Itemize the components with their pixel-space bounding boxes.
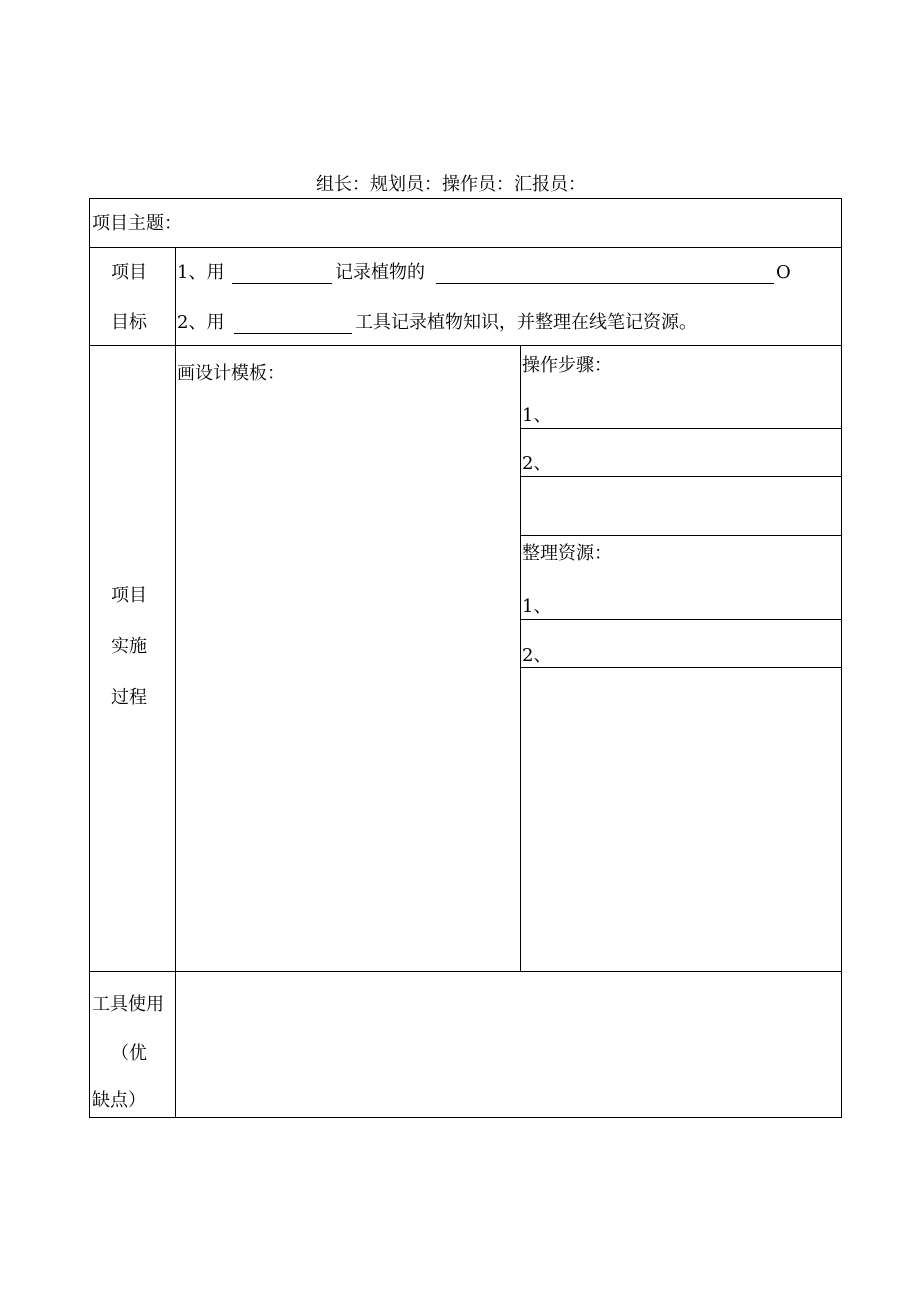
tools-label-line2: （优 — [111, 1043, 147, 1064]
step-item-2[interactable]: 2、 — [522, 453, 552, 474]
steps-label: 操作步骤： — [522, 355, 612, 376]
goal1-prefix: 1、用 — [177, 262, 225, 283]
resources-line-2 — [520, 667, 842, 668]
row-divider-goals — [89, 345, 842, 346]
process-column-divider — [520, 345, 521, 972]
goal1-middle: 记录植物的 — [335, 262, 425, 283]
goal2-suffix: 工具记录植物知识，并整理在线笔记资源。 — [355, 312, 697, 333]
process-label-line3: 过程 — [111, 687, 147, 708]
roles-header: 组长：规划员：操作员：汇报员： — [316, 174, 586, 195]
goals-label-line2: 目标 — [111, 312, 147, 333]
goal1-tool-blank[interactable] — [232, 283, 332, 284]
label-column-divider — [175, 247, 176, 1118]
table-border-right — [841, 198, 842, 1118]
tools-content-area[interactable] — [177, 974, 839, 1115]
resources-line-1 — [520, 619, 842, 620]
goal2-prefix: 2、用 — [177, 312, 225, 333]
tools-label-line1: 工具使用 — [92, 994, 164, 1015]
row-divider-process — [89, 971, 842, 972]
step-item-1[interactable]: 1、 — [522, 405, 552, 426]
resources-label: 整理资源： — [522, 543, 612, 564]
design-template-area[interactable] — [177, 390, 518, 968]
table-border-bottom — [89, 1117, 842, 1118]
process-label-line1: 项目 — [111, 585, 147, 606]
table-border-left — [89, 198, 90, 1118]
topic-label: 项目主题： — [92, 213, 182, 234]
goal1-content-blank[interactable] — [436, 283, 774, 284]
goal1-suffix: O — [776, 262, 791, 283]
steps-line-1 — [520, 428, 842, 429]
row-divider-topic — [89, 247, 842, 248]
resource-item-2[interactable]: 2、 — [522, 645, 552, 666]
goals-label-line1: 项目 — [111, 262, 147, 283]
steps-line-3 — [520, 535, 842, 536]
goal2-tool-blank[interactable] — [234, 333, 352, 334]
design-template-label: 画设计模板： — [177, 363, 285, 384]
steps-line-2 — [520, 476, 842, 477]
resource-item-1[interactable]: 1、 — [522, 596, 552, 617]
tools-label-line3: 缺点） — [92, 1090, 146, 1111]
process-label-line2: 实施 — [111, 636, 147, 657]
table-border-top — [89, 198, 842, 199]
